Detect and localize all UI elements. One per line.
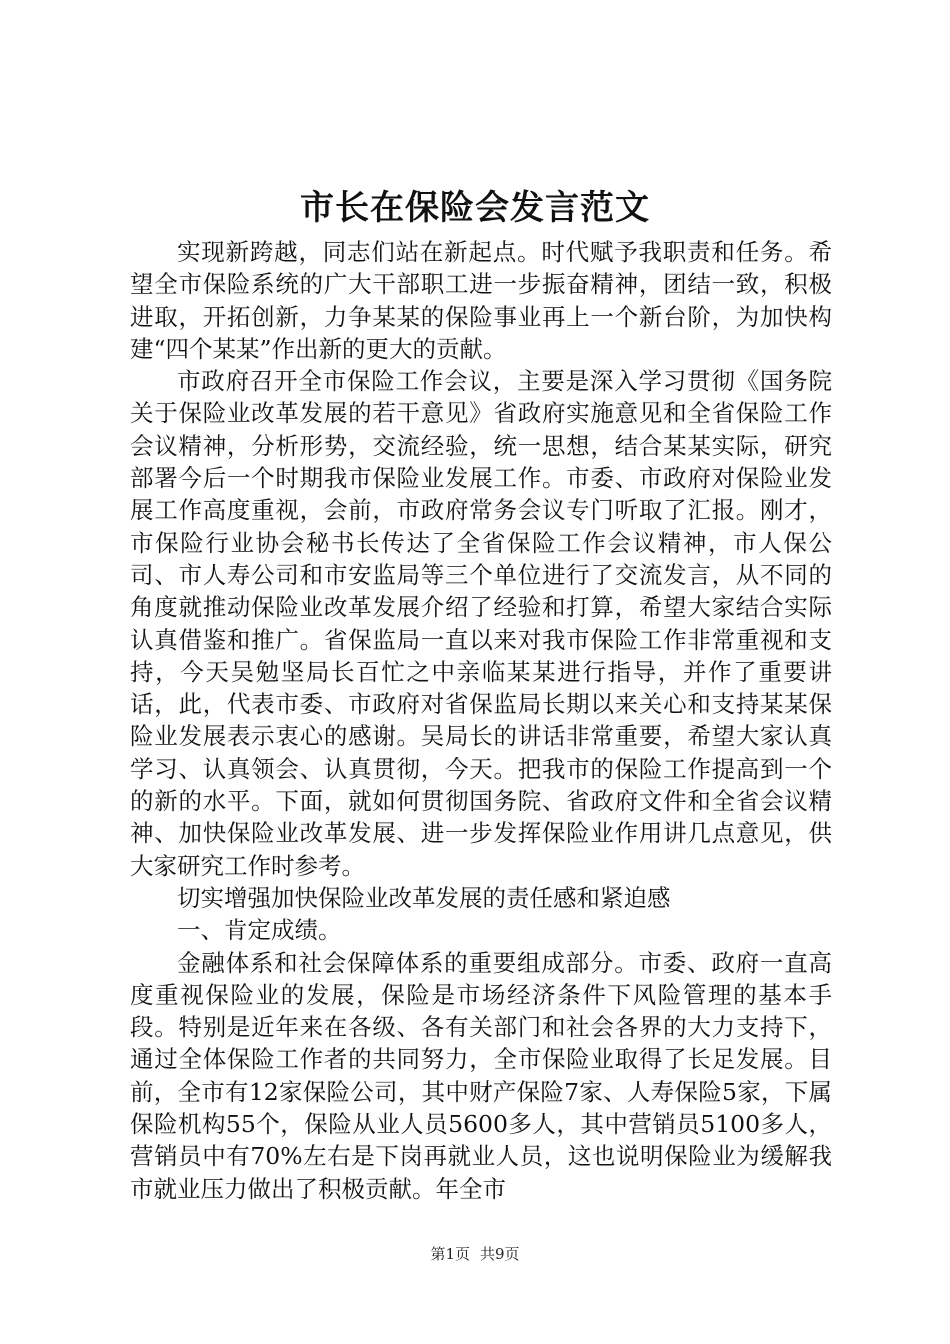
page-total: 共9页 xyxy=(480,1245,520,1263)
paragraph-3: 金融体系和社会保障体系的重要组成部分。市委、政府一直高度重视保险业的发展，保险是市场经济条件下风险管理的基本手段。特别是近年来在各级、各有关部门和社会各界的大力支持下，通过全体保险工作者的共同努力，全市保险业取得了长足发展。目前，全市有12家保险公司，其中财产保险7家、人寿保险5家，下属保险机构55个，保险从业人员5600多人，其中营销员5100多人，营销员中有70%左右是下岗再就业人员，这也说明保险业为缓解我市就业压力做出了积极贡献。年全市 xyxy=(130,948,832,1203)
document-title: 市长在保险会发言范文 xyxy=(300,188,650,228)
page-number: 第1页 xyxy=(430,1245,470,1263)
document-body xyxy=(130,236,832,1205)
page-footer xyxy=(0,1244,950,1264)
subsection-heading: 一、肯定成绩。 xyxy=(177,916,342,945)
paragraph-1: 实现新跨越，同志们站在新起点。时代赋予我职责和任务。希望全市保险系统的广大干部职工进一步振奋精神，团结一致，积极进取，开拓创新，力争某某的保险事业再上一个新台阶，为加快构建“四个某某”作出新的更大的贡献。 xyxy=(130,238,832,363)
paragraph-2: 市政府召开全市保险工作会议，主要是深入学习贯彻《国务院关于保险业改革发展的若干意见》省政府实施意见和全省保险工作会议精神，分析形势，交流经验，统一思想，结合某某实际，研究部署今后一个时期我市保险业发展工作。市委、市政府对保险业发展工作高度重视，会前，市政府常务会议专门听取了汇报。刚才，市保险行业协会秘书长传达了全省保险工作会议精神，市人保公司、市人寿公司和市安监局等三个单位进行了交流发言，从不同的角度就推动保险业改革发展介绍了经验和打算，希望大家结合实际认真借鉴和推广。省保监局一直以来对我市保险工作非常重视和支持，今天吴勉坚局长百忙之中亲临某某进行指导，并作了重要讲话，此，代表市委、市政府对省保监局长期以来关心和支持某某保险业发展表示衷心的感谢。吴局长的讲话非常重要，希望大家认真学习、认真领会、认真贯彻，今天。把我市的保险工作提高到一个的新的水平。下面，就如何贯彻国务院、省政府文件和全省会议精神、加快保险业改革发展、进一步发挥保险业作用讲几点意见，供大家研究工作时参考。 xyxy=(130,367,832,880)
section-heading: 切实增强加快保险业改革发展的责任感和紧迫感 xyxy=(177,883,671,912)
